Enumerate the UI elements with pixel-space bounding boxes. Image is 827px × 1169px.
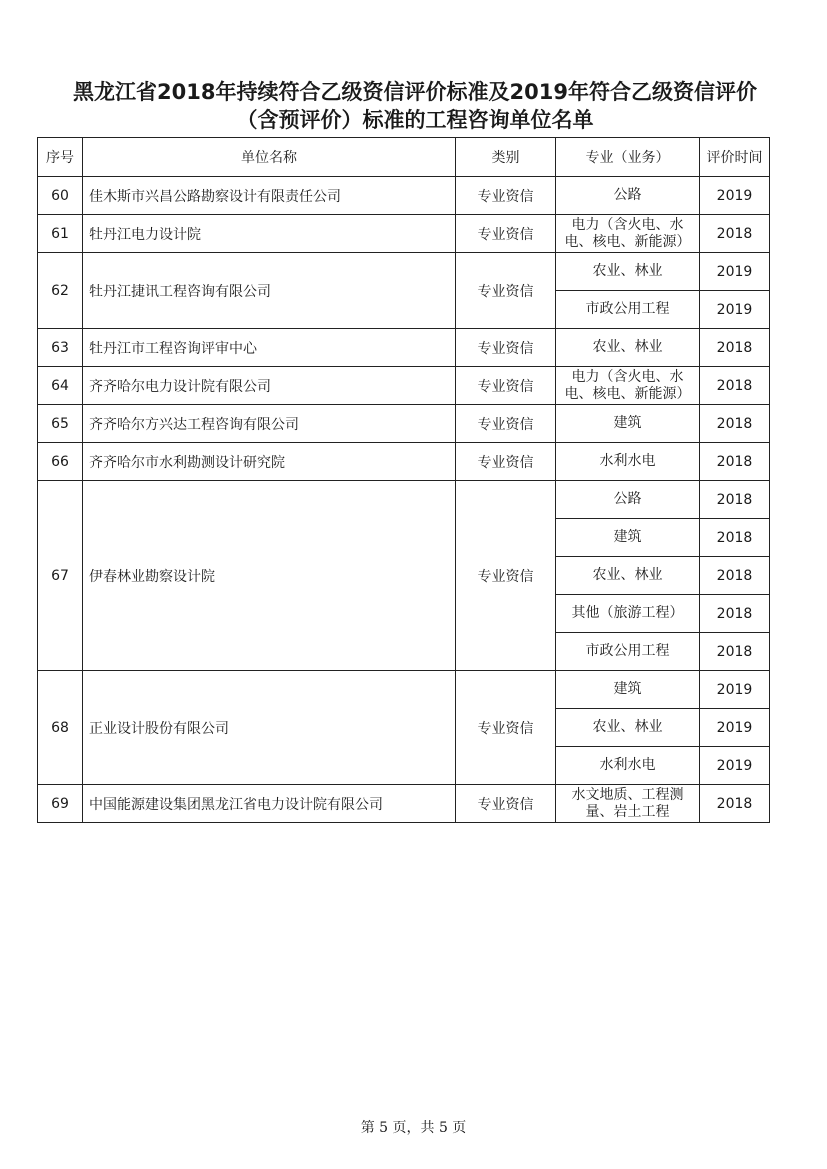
specialty: 电力（含火电、水电、核电、新能源） bbox=[556, 215, 700, 253]
evaluation-year: 2018 bbox=[700, 519, 770, 557]
unit-category: 专业资信 bbox=[456, 367, 556, 405]
header-no: 序号 bbox=[38, 138, 83, 177]
unit-category: 专业资信 bbox=[456, 443, 556, 481]
header-spec: 专业（业务） bbox=[556, 138, 700, 177]
row-number: 68 bbox=[38, 671, 83, 785]
evaluation-year: 2018 bbox=[700, 405, 770, 443]
evaluation-year: 2019 bbox=[700, 291, 770, 329]
unit-category: 专业资信 bbox=[456, 671, 556, 785]
evaluation-year: 2019 bbox=[700, 671, 770, 709]
unit-name: 齐齐哈尔方兴达工程咨询有限公司 bbox=[83, 405, 456, 443]
specialty: 水文地质、工程测量、岩土工程 bbox=[556, 785, 700, 823]
evaluation-year: 2018 bbox=[700, 633, 770, 671]
table-row bbox=[38, 367, 770, 405]
row-number: 64 bbox=[38, 367, 83, 405]
unit-name: 牡丹江电力设计院 bbox=[83, 215, 456, 253]
evaluation-year: 2018 bbox=[700, 367, 770, 405]
specialty: 市政公用工程 bbox=[556, 291, 700, 329]
table-row bbox=[38, 481, 770, 519]
specialty: 建筑 bbox=[556, 519, 700, 557]
evaluation-year: 2019 bbox=[700, 177, 770, 215]
evaluation-year: 2018 bbox=[700, 557, 770, 595]
page-footer: 第 5 页，共 5 页 bbox=[360, 1120, 467, 1136]
evaluation-year: 2019 bbox=[700, 253, 770, 291]
specialty: 水利水电 bbox=[556, 747, 700, 785]
unit-category: 专业资信 bbox=[456, 215, 556, 253]
table-row bbox=[38, 405, 770, 443]
specialty: 水利水电 bbox=[556, 443, 700, 481]
specialty: 农业、林业 bbox=[556, 253, 700, 291]
evaluation-year: 2018 bbox=[700, 785, 770, 823]
unit-name: 伊春林业勘察设计院 bbox=[83, 481, 456, 671]
evaluation-year: 2018 bbox=[700, 215, 770, 253]
table-row bbox=[38, 177, 770, 215]
table-row bbox=[38, 671, 770, 709]
evaluation-year: 2018 bbox=[700, 481, 770, 519]
unit-name: 正业设计股份有限公司 bbox=[83, 671, 456, 785]
table-row bbox=[38, 329, 770, 367]
unit-name: 中国能源建设集团黑龙江省电力设计院有限公司 bbox=[83, 785, 456, 823]
unit-name: 佳木斯市兴昌公路勘察设计有限责任公司 bbox=[83, 177, 456, 215]
row-number: 67 bbox=[38, 481, 83, 671]
specialty: 农业、林业 bbox=[556, 709, 700, 747]
consulting-units-table bbox=[37, 137, 770, 823]
document-title-line-2: （含预评价）标准的工程咨询单位名单 bbox=[236, 108, 594, 132]
specialty: 农业、林业 bbox=[556, 329, 700, 367]
evaluation-year: 2018 bbox=[700, 443, 770, 481]
unit-category: 专业资信 bbox=[456, 481, 556, 671]
unit-category: 专业资信 bbox=[456, 405, 556, 443]
evaluation-year: 2018 bbox=[700, 329, 770, 367]
specialty: 公路 bbox=[556, 481, 700, 519]
unit-name: 齐齐哈尔市水利勘测设计研究院 bbox=[83, 443, 456, 481]
row-number: 62 bbox=[38, 253, 83, 329]
row-number: 66 bbox=[38, 443, 83, 481]
evaluation-year: 2019 bbox=[700, 709, 770, 747]
unit-name: 齐齐哈尔电力设计院有限公司 bbox=[83, 367, 456, 405]
specialty: 建筑 bbox=[556, 671, 700, 709]
evaluation-year: 2019 bbox=[700, 747, 770, 785]
specialty: 其他（旅游工程） bbox=[556, 595, 700, 633]
unit-category: 专业资信 bbox=[456, 785, 556, 823]
table-row bbox=[38, 215, 770, 253]
table-body bbox=[38, 177, 770, 823]
unit-name: 牡丹江捷讯工程咨询有限公司 bbox=[83, 253, 456, 329]
header-year: 评价时间 bbox=[700, 138, 770, 177]
unit-category: 专业资信 bbox=[456, 177, 556, 215]
header-type: 类别 bbox=[456, 138, 556, 177]
document-title-line-1: 黑龙江省2018年持续符合乙级资信评价标准及2019年符合乙级资信评价 bbox=[73, 80, 757, 104]
specialty: 公路 bbox=[556, 177, 700, 215]
table-row bbox=[38, 253, 770, 291]
specialty: 市政公用工程 bbox=[556, 633, 700, 671]
row-number: 69 bbox=[38, 785, 83, 823]
row-number: 63 bbox=[38, 329, 83, 367]
evaluation-year: 2018 bbox=[700, 595, 770, 633]
table-row bbox=[38, 785, 770, 823]
table-row bbox=[38, 443, 770, 481]
specialty: 农业、林业 bbox=[556, 557, 700, 595]
table-header-row bbox=[38, 138, 770, 177]
specialty: 建筑 bbox=[556, 405, 700, 443]
header-name: 单位名称 bbox=[83, 138, 456, 177]
unit-category: 专业资信 bbox=[456, 253, 556, 329]
specialty: 电力（含火电、水电、核电、新能源） bbox=[556, 367, 700, 405]
unit-category: 专业资信 bbox=[456, 329, 556, 367]
row-number: 61 bbox=[38, 215, 83, 253]
unit-name: 牡丹江市工程咨询评审中心 bbox=[83, 329, 456, 367]
row-number: 60 bbox=[38, 177, 83, 215]
row-number: 65 bbox=[38, 405, 83, 443]
